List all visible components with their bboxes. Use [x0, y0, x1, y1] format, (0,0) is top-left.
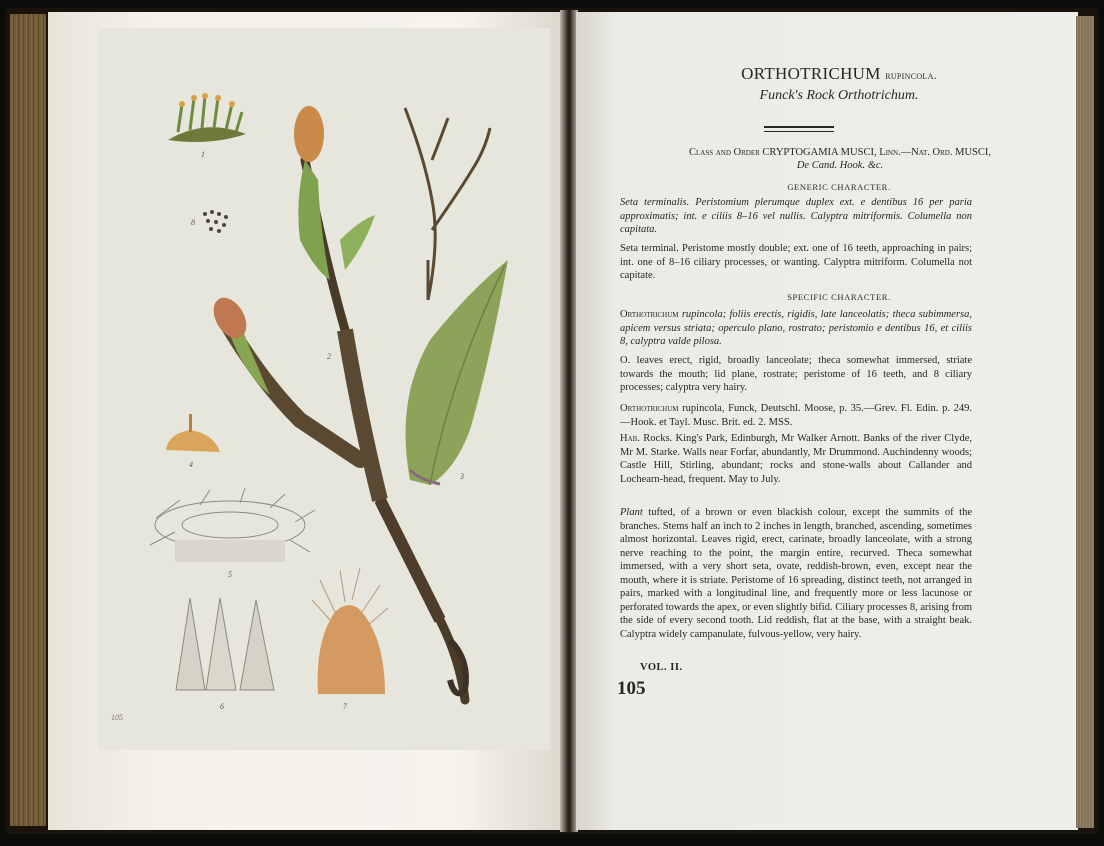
habitat: [620, 432, 972, 486]
figure-label: 6: [220, 702, 224, 711]
description: [620, 506, 972, 641]
synonym-text: rupincola, Funck, Deutschl. Moose, p. 35.—Grev. Fl. Edin. p. 249.—Hook. et Tayl. Musc. Brit. ed. 2. MSS.: [620, 403, 972, 428]
fig-1-tuft-drawing: [168, 93, 246, 142]
plate-number: 105: [111, 713, 123, 722]
figure-label: 2: [327, 352, 331, 361]
fig-3-leaf-drawing: [406, 260, 509, 485]
classification-authorities: De Cand. Hook. &c.: [796, 160, 884, 171]
fig-5-peristome-drawing: [150, 488, 315, 562]
generic-english-text: Seta terminal. Peristome mostly double; ext. one of 16 teeth, approaching in pairs; int. one of 8–16 ciliary processes, or wanting. Calyptra mitriform. Columella not capitate.: [620, 243, 972, 281]
page-title: [576, 64, 1102, 84]
classification-line: Class and Order CRYPTOGAMIA MUSCI, Linn.—Nat. Ord. MUSCI,: [688, 147, 991, 158]
synonymy: [620, 402, 972, 429]
title-divider: [764, 126, 834, 132]
fig-6-teeth-drawing: [176, 598, 274, 690]
description-label: Plant: [620, 507, 643, 518]
branched-stem-drawing: [405, 108, 490, 300]
figure-label: 3: [460, 472, 464, 481]
title-genus: ORTHOTRICHUM: [741, 64, 881, 83]
page-number: 105: [617, 678, 646, 699]
page-subtitle: Funck's Rock Orthotrichum.: [759, 88, 919, 103]
specific-english-text: O. leaves erect, rigid, broadly lanceolate; theca somewhat immersed, striate towards the mouth; lid plane, rostrate; peristome of 16 teeth, and 8 ciliary processes; calyptra very hairy.: [620, 355, 972, 393]
habitat-text: Rocks. King's Park, Edinburgh, Mr Walker Arnott. Banks of the river Clyde, Mr M. Starke. Walls near Forfar, abundantly, Mr Drummond. Auchindenny woods; Castle Hill, Stirling, abundant; rocks and stone-walls about Callander and Lochearn-head, frequent. May to July.: [620, 433, 973, 485]
classification: [620, 146, 1060, 172]
specific-latin-block: [620, 308, 972, 349]
generic-latin-text: Seta terminalis. Peristomium plerumque duplex ext. e dentibus 16 per paria approximatis; int. e ciliis 8–16 vel nullis. Calyptra mitriformis. Columella non capitata.: [620, 197, 972, 235]
habitat-label: Hab.: [620, 433, 640, 444]
figure-label: 7: [343, 702, 347, 711]
specific-latin-text: rupincola; foliis erectis, rigidis, late lanceolatis; theca subimmersa, apicem versus striata; operculo plano, rostrato; peristomio e dentibus 16, et ciliis 8, calyptra valde pilosa.: [620, 309, 972, 347]
generic-character-heading: GENERIC CHARACTER.: [787, 182, 891, 192]
fig-4-lid-drawing: [166, 414, 220, 452]
figure-label: 5: [228, 570, 232, 579]
figure-label: 8: [191, 218, 195, 227]
specific-character-heading: SPECIFIC CHARACTER.: [787, 292, 891, 302]
synonym-genus-name: Orthotrichum: [620, 403, 679, 414]
figure-label: 4: [189, 460, 193, 469]
title-species: rupincola.: [885, 70, 937, 82]
fig-7-calyptra-drawing: [312, 568, 388, 694]
volume-label: VOL. II.: [640, 662, 683, 673]
fig-8-spores-drawing: [203, 210, 228, 233]
specific-genus-name: Orthotrichum: [620, 309, 679, 320]
figure-label: 1: [201, 150, 205, 159]
description-text: tufted, of a brown or even blackish colour, except the summits of the branches. Stems half an inch to 2 inches in length, branched, ascending, sometimes almost horizontal. Leaves rigid, erect, carinate, broadly lanceolate, with a strong nerve reaching to the point, the margin entire, recurved. Theca somewhat immersed, with a very short seta, ovate, reddish-brown, even, except near the mouth, where it is striate. Peristome of 16 spreading, distinct teeth, not arranged in pairs, marked with a longitudinal line, and frequently more or less lacunose or perforated towards the apex, or even slightly bifid. Ciliary processes 8, arising from the side of every second tooth. Lid reddish, flat at the base, with a straight beak. Calyptra widely campanulate, fulvous-yellow, very hairy.: [620, 507, 972, 640]
